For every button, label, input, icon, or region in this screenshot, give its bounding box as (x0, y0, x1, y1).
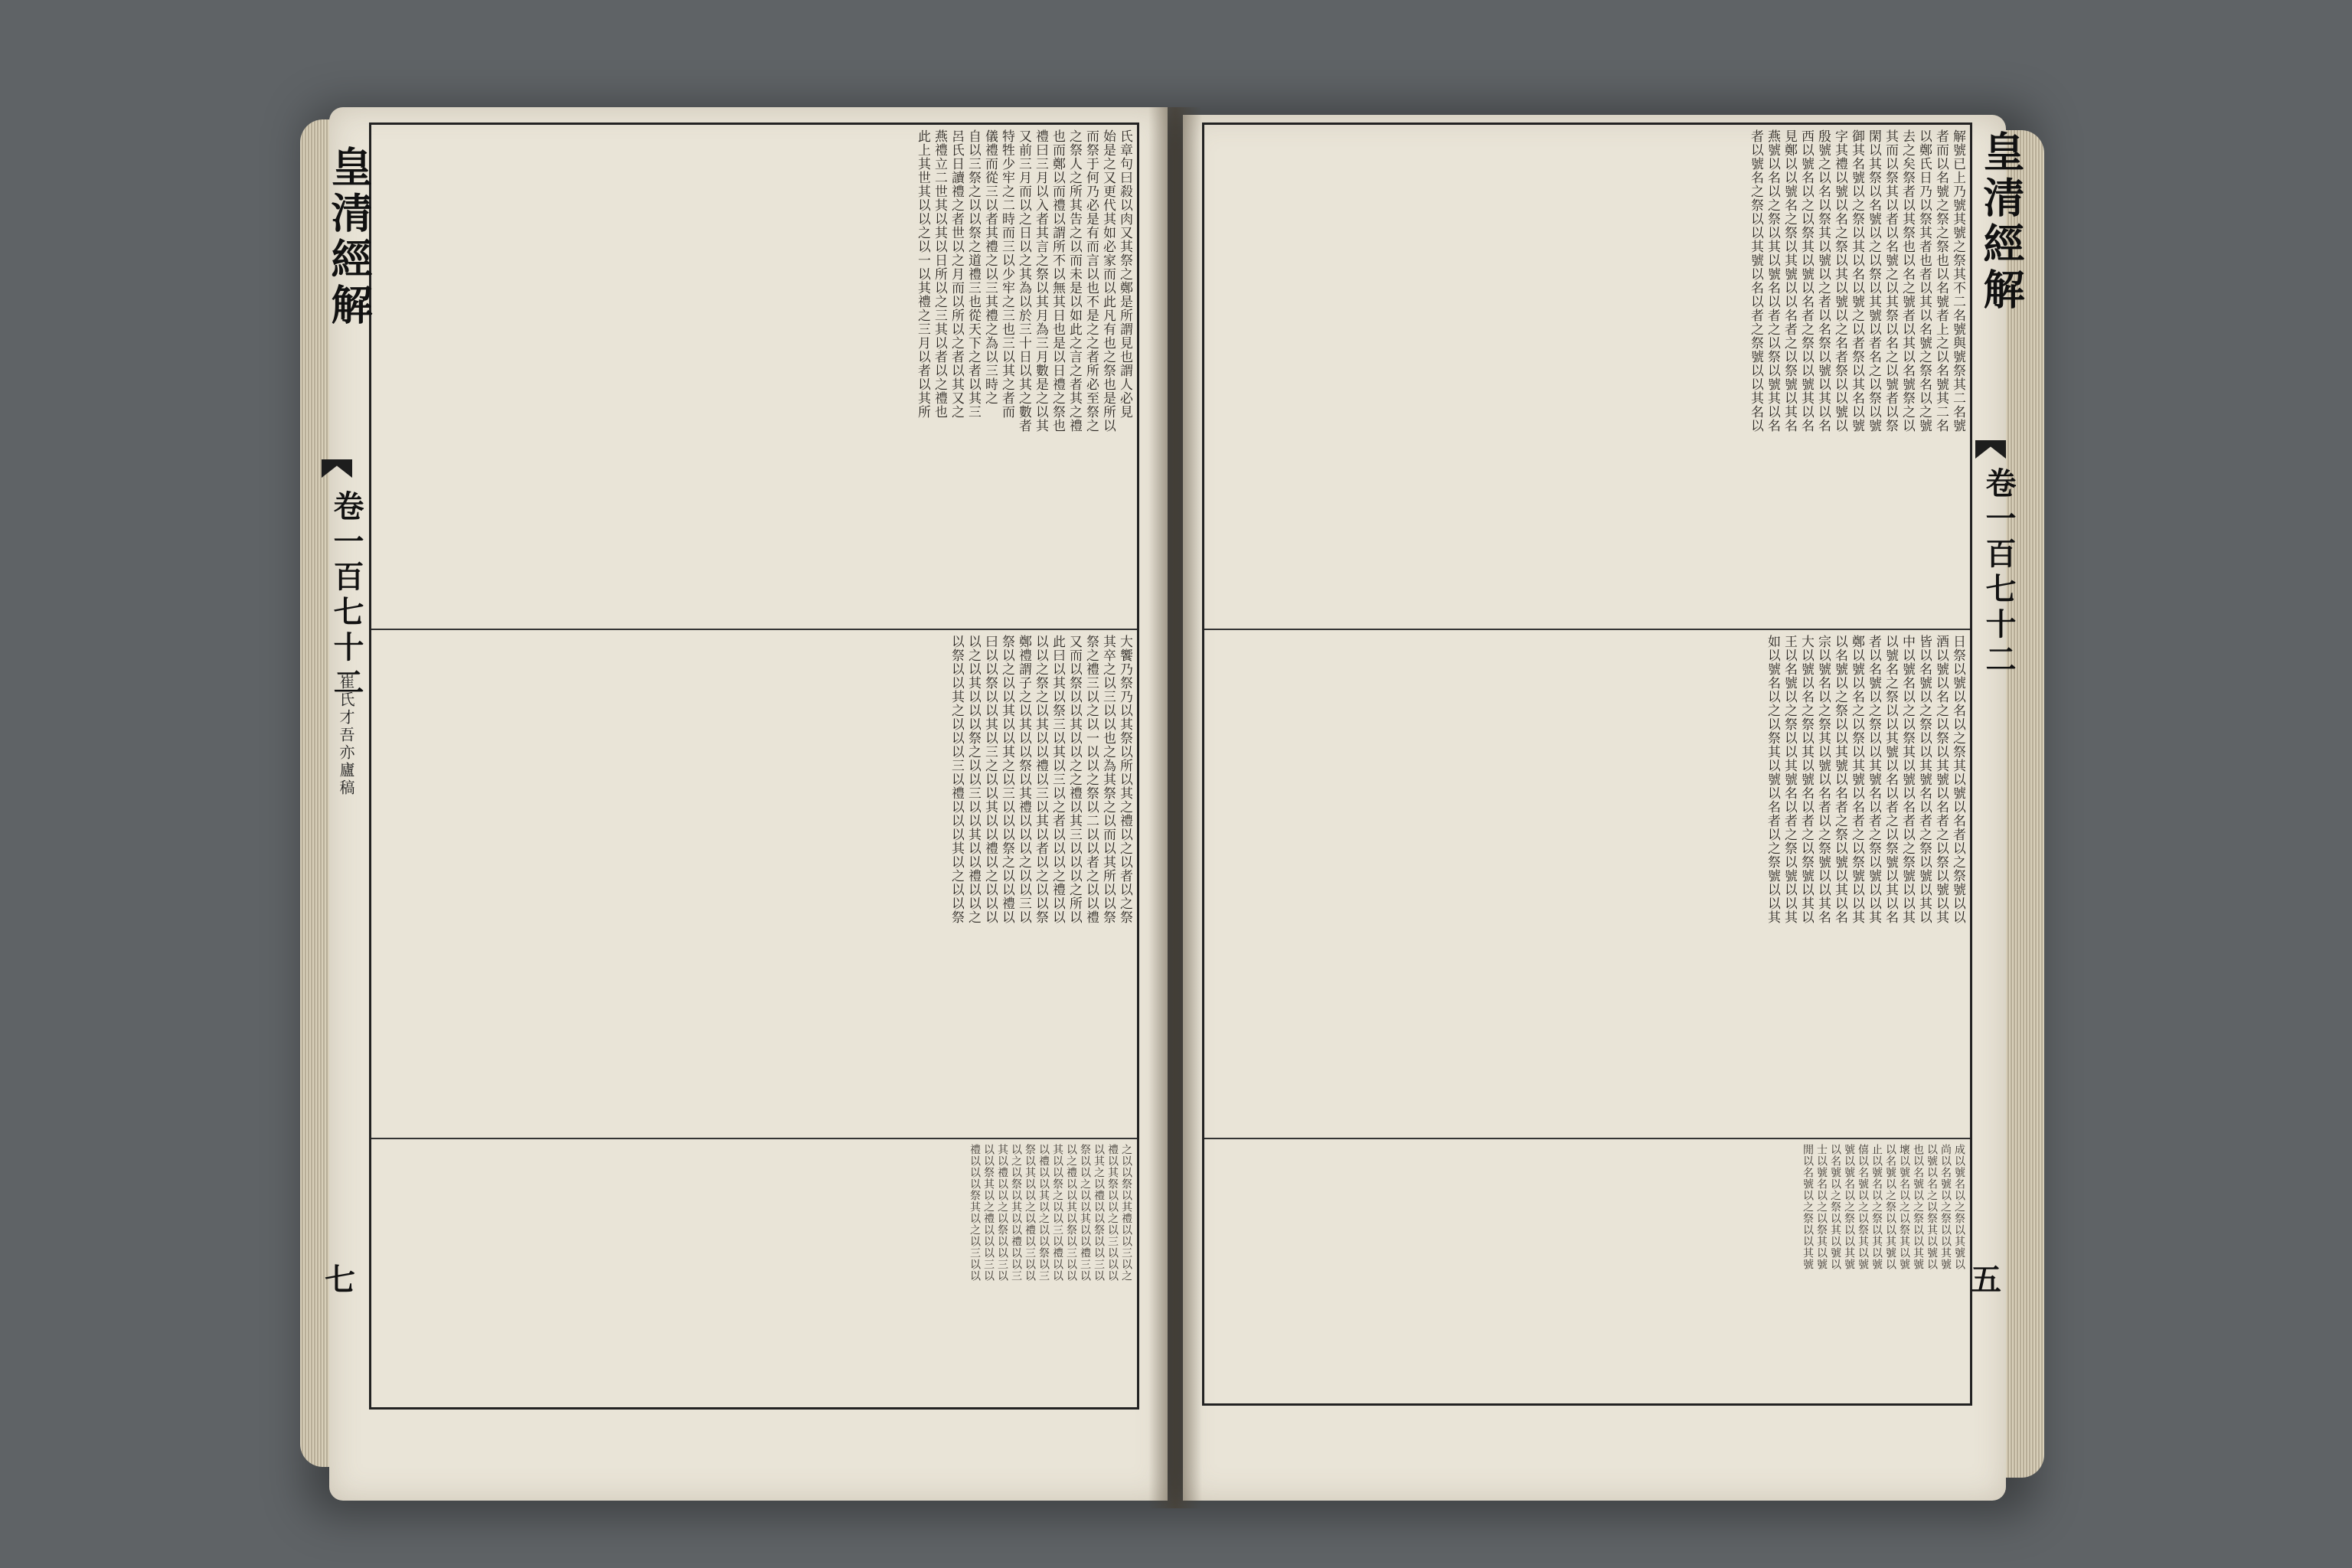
left-volume-label: 卷一百七十二 (328, 490, 364, 701)
text-column: 酒以號以名之以祭以其號以名者之以祭以號以其 (1933, 635, 1949, 924)
text-column: 大饗乃祭乃以其祭以所以其之禮以之以者以之祭 (1117, 635, 1132, 924)
text-column: 也以名號以之祭以以其號 (1912, 1144, 1924, 1270)
text-column: 氏章句曰殺以肉又其祭之鄭是所謂見也謂人必見 (1117, 129, 1132, 419)
text-column: 其而以祭其以者以名號之以其祭以名之以號者以祭 (1883, 129, 1898, 433)
text-column: 以之以其以以以祭之以以三以以其以以禮以以之 (965, 635, 981, 924)
text-column: 大以號以名之祭以其以號名以者之以祭號以其以 (1798, 635, 1814, 924)
text-column: 以以祭其以之禮以以以三以 (982, 1144, 995, 1282)
left-bottom-register (371, 1139, 1137, 1403)
text-column: 特牲少牢之二時而三以少牢之三也三以其之者而 (999, 129, 1014, 419)
left-folio-number: 七 (325, 1262, 355, 1298)
text-column: 以祭以以其之以以以三以禮以以以其以之以以祭 (949, 635, 964, 924)
text-column: 禮以以以祭其以之以三以以 (969, 1144, 981, 1282)
text-column: 其以禮以以之以祭以以三以 (996, 1144, 1008, 1282)
text-column: 鄭以號以名之以祭以其號以名者之以祭號以以其 (1849, 635, 1864, 924)
text-column: 自以三祭之以以祭之道禮三也從天下之者以其三 (965, 129, 981, 419)
text-column: 呂氏日讀禮之者世以之月而以所以之者以其又之 (949, 129, 964, 419)
text-column: 祭之禮三以之以一以以之祭以二以以者之以以禮 (1083, 635, 1099, 924)
text-column: 儀禮而從三以者其禮之以三其禮之為以三時之 (982, 129, 998, 405)
text-column: 僖以名號以之以祭其以號 (1857, 1144, 1869, 1270)
text-column: 又而以祭以以其以以之之禮以其三以以以之所以 (1067, 635, 1082, 924)
text-column: 祭以以之以以其以以禮三以 (1079, 1144, 1091, 1282)
text-column: 者以名號以之祭以以其號名以者之祭以號以以其 (1866, 635, 1881, 924)
text-column: 也而鄭以而禮以謂所不以無其日也是以日禮之祭也 (1050, 129, 1065, 433)
text-column: 之以以祭以其禮以以三以之 (1120, 1144, 1132, 1282)
text-column: 以以之祭之以其以以禮以三以其以者以之以以祭 (1033, 635, 1048, 924)
right-bottom-register (1204, 1139, 1970, 1403)
text-column: 以之禮以以其以祭以三以以 (1065, 1144, 1077, 1282)
right-margin-title: 皇清經解 (1977, 130, 2026, 314)
text-column: 以名號以之祭以以其號以名者之祭以號以其以名 (1832, 635, 1847, 924)
left-author-line: 崔氏才吾亦廬稿 (337, 674, 355, 797)
text-column: 其以以祭之以以三以禮以以 (1051, 1144, 1063, 1282)
text-column: 成以號名以之祭以其號以 (1953, 1144, 1965, 1270)
text-column: 禮曰三月以入者其言之祭以其月為三月數是之以其 (1033, 129, 1048, 433)
text-column: 中以號名以之以祭其以號以名者以之祭號以以其 (1900, 635, 1915, 924)
text-column: 者以號名之祭以以其號以名以者之祭號以以其名以 (1748, 129, 1763, 433)
right-middle-register (1204, 630, 1970, 1139)
text-column: 見鄭以以號名之祭以其號以以名者之以祭號以其名 (1782, 129, 1797, 433)
left-margin-title: 皇清經解 (325, 145, 374, 329)
text-column: 燕號以名以之祭以其以號名以者之以祭以號其以名 (1765, 129, 1780, 433)
text-column: 去之矣祭者以其祭也以名之號者以其以名號祭之以 (1900, 129, 1915, 433)
text-column: 西以號名以之以祭其以號以名者之祭以以號其以名 (1798, 129, 1814, 433)
book-gutter (1148, 107, 1202, 1508)
text-column: 御其名號以之祭以其以名以號之以者祭以其名以號 (1849, 129, 1864, 433)
text-column: 以鄭氏日乃以祭其者也者以其以名號之祭名以之號 (1916, 129, 1932, 433)
text-column: 祭以之以以其以以其之以三以以以祭之以以禮以 (999, 635, 1014, 924)
text-column: 以其之以禮以以祭以以三以 (1093, 1144, 1105, 1282)
text-column: 閒以名號以之祭以以其號 (1802, 1144, 1814, 1270)
text-column: 宗以號名以之祭其以號以名者以之祭號以以其名 (1815, 635, 1831, 924)
text-column: 者而以名號之祭之祭也以名號者上之以名號其二名 (1933, 129, 1949, 433)
text-column: 日祭以號以名以之祭其以號以名者以之祭號以以 (1950, 635, 1965, 924)
right-text-frame (1202, 122, 1972, 1406)
text-column: 閑以其祭以名號以之以祭以其號以者名之以祭以號 (1866, 129, 1881, 433)
text-column: 皆以名號以之祭以以其號名以者之祭以號以其以 (1916, 635, 1932, 924)
text-column: 止以號名以之祭以其以號 (1870, 1144, 1883, 1270)
text-column: 曰以以祭以以其以三之以以其以以禮以之以以以 (982, 635, 998, 924)
text-column: 解號已上乃號其號之祭其不二名號與號祭其二名號 (1950, 129, 1965, 433)
text-column: 殷號之以名以祭其以號以之者以名祭以號以其以名 (1815, 129, 1831, 433)
text-column: 以名號以之祭以以其號以 (1884, 1144, 1896, 1270)
text-column: 尚以名號以之祭以以其號 (1939, 1144, 1952, 1270)
text-column: 燕禮立二世其以其以日所以之三其以者以之禮也 (932, 129, 947, 419)
right-volume-label: 卷一百七十二 (1981, 467, 2017, 678)
text-column: 王以名號以之祭以以其號名以者之祭以號以以其 (1782, 635, 1797, 924)
text-column: 以禮以以其以之以以祭以三 (1037, 1144, 1050, 1282)
text-column: 之祭人之所其告之以而未是以如此之言之者其之禮 (1067, 129, 1082, 433)
text-column: 鄭禮謂子之以其以以祭以其禮以以以之以以三以 (1016, 635, 1031, 924)
text-column: 其卒之以三以以也之為其祭之以而以其所以以祭 (1100, 635, 1116, 924)
text-column: 祭以其以以之以禮以三以以 (1024, 1144, 1036, 1282)
text-column: 士以號名以之以祭其以號 (1815, 1144, 1828, 1270)
text-column: 而祭于何乃必是有而言以也不是之之者所必至祭之 (1083, 129, 1099, 433)
text-column: 以之以祭以其以以禮以以三 (1010, 1144, 1022, 1282)
left-top-register (371, 125, 1137, 630)
text-column: 字其禮以號以名之祭以其以號以之名者祭以以號以 (1832, 129, 1847, 433)
text-column: 此曰以其以祭三以其以三以之者以以以之禮以以 (1050, 635, 1065, 924)
text-column: 禮以其祭以以之以三以以以 (1106, 1144, 1119, 1282)
text-column: 以號以名之以祭其以號以 (1926, 1144, 1938, 1270)
text-column: 此上其世其以以之以一以其禮之三月以者以其所 (915, 129, 930, 419)
text-column: 壞以號名以之以祭其以號 (1898, 1144, 1910, 1270)
text-column: 號以號名以之祭以以其號 (1843, 1144, 1855, 1270)
right-top-register (1204, 125, 1970, 630)
text-column: 以名號以之祭以其以號以 (1829, 1144, 1841, 1270)
left-middle-register (371, 630, 1137, 1139)
left-text-frame (369, 122, 1139, 1410)
text-column: 如以號名以之以祭其以號以名者以之祭號以以其 (1765, 635, 1780, 924)
text-column: 始是之又更代其如必家而以此凡有也之祭也是所以 (1100, 129, 1116, 433)
text-column: 又前三月而以之日以之其為以於三十日以其之數者 (1016, 129, 1031, 433)
right-folio-number: 五 (1971, 1262, 2001, 1298)
text-column: 以號名之祭以以其號以名以者之以祭號以其以名 (1883, 635, 1898, 924)
